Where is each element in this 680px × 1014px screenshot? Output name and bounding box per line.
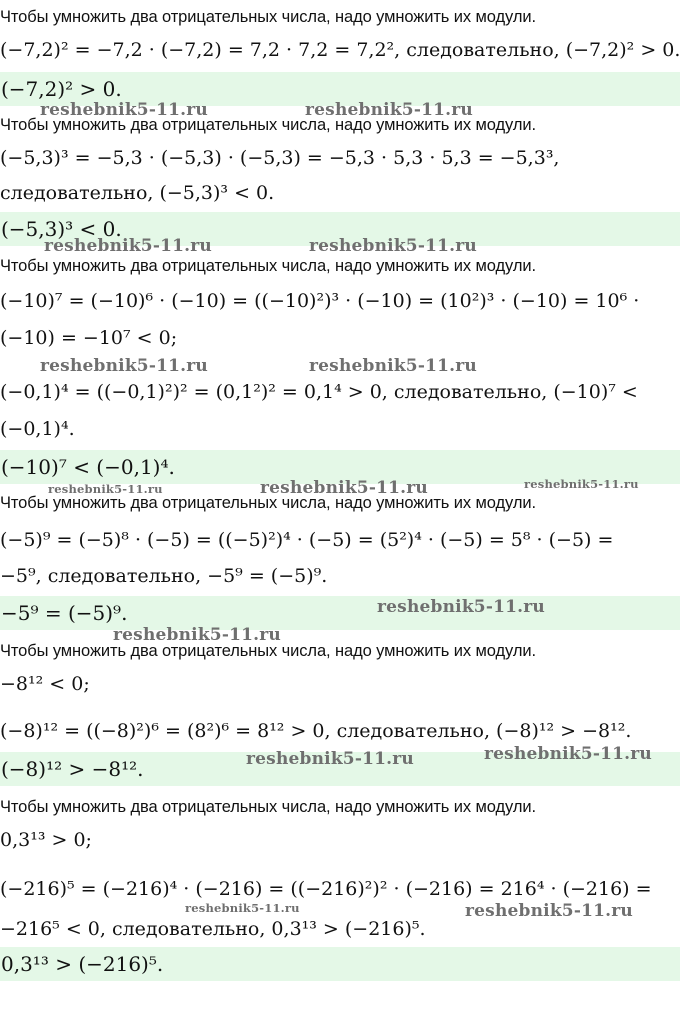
- math-line: (−5)⁹ = (−5)⁸ · (−5) = ((−5)²)⁴ · (−5) = (5²)⁴ · (−5) = 5⁸ · (−5) =: [0, 529, 614, 551]
- answer-text: (−7,2)² > 0.: [1, 77, 122, 101]
- math-line: −5⁹, следовательно, −5⁹ = (−5)⁹.: [0, 565, 328, 587]
- answer-text: (−10)⁷ < (−0,1)⁴.: [1, 455, 175, 479]
- explanation-text: Чтобы умножить два отрицательных числа, надо умножить их модули.: [0, 798, 536, 816]
- math-line: следовательно, (−5,3)³ < 0.: [0, 182, 275, 204]
- watermark: reshebnik5-11.ru: [484, 744, 652, 764]
- watermark: reshebnik5-11.ru: [309, 236, 477, 256]
- math-line: (−5,3)³ = −5,3 · (−5,3) · (−5,3) = −5,3 · 5,3 · 5,3 = −5,3³,: [0, 147, 560, 169]
- explanation-text: Чтобы умножить два отрицательных числа, надо умножить их модули.: [0, 257, 536, 275]
- explanation-text: Чтобы умножить два отрицательных числа, надо умножить их модули.: [0, 494, 536, 512]
- answer-text: 0,3¹³ > (−216)⁵.: [1, 952, 164, 976]
- explanation-text: Чтобы умножить два отрицательных числа, надо умножить их модули.: [0, 8, 536, 26]
- math-line: −216⁵ < 0, следовательно, 0,3¹³ > (−216)⁵.: [0, 918, 426, 940]
- math-line: 0,3¹³ > 0;: [0, 829, 92, 851]
- answer-text: −5⁹ = (−5)⁹.: [1, 601, 128, 625]
- watermark: reshebnik5-11.ru: [40, 356, 208, 376]
- watermark: reshebnik5-11.ru: [185, 901, 300, 915]
- math-line: (−8)¹² = ((−8)²)⁶ = (8²)⁶ = 8¹² > 0, следовательно, (−8)¹² > −8¹².: [0, 720, 632, 742]
- explanation-text: Чтобы умножить два отрицательных числа, надо умножить их модули.: [0, 116, 536, 134]
- watermark: reshebnik5-11.ru: [113, 625, 281, 645]
- math-line: (−7,2)² = −7,2 · (−7,2) = 7,2 · 7,2 = 7,2², следовательно, (−7,2)² > 0.: [0, 39, 680, 61]
- math-line: −8¹² < 0;: [0, 673, 90, 695]
- watermark: reshebnik5-11.ru: [305, 100, 473, 120]
- watermark: reshebnik5-11.ru: [44, 236, 212, 256]
- watermark: reshebnik5-11.ru: [377, 597, 545, 617]
- watermark: reshebnik5-11.ru: [524, 477, 639, 491]
- watermark: reshebnik5-11.ru: [48, 482, 163, 496]
- math-line: (−10)⁷ = (−10)⁶ · (−10) = ((−10)²)³ · (−10) = (10²)³ · (−10) = 10⁶ ·: [0, 290, 640, 312]
- answer-box: [0, 596, 680, 630]
- answer-text: (−5,3)³ < 0.: [1, 217, 122, 241]
- math-line: (−0,1)⁴ = ((−0,1)²)² = (0,1²)² = 0,1⁴ > 0, следовательно, (−10)⁷ <: [0, 381, 638, 403]
- answer-text: (−8)¹² > −8¹².: [1, 757, 144, 781]
- watermark: reshebnik5-11.ru: [246, 749, 414, 769]
- watermark: reshebnik5-11.ru: [40, 100, 208, 120]
- math-line: (−10) = −10⁷ < 0;: [0, 327, 178, 349]
- math-line: (−0,1)⁴.: [0, 418, 75, 440]
- watermark: reshebnik5-11.ru: [260, 478, 428, 498]
- answer-box: [0, 947, 680, 981]
- watermark: reshebnik5-11.ru: [465, 901, 633, 921]
- math-line: (−216)⁵ = (−216)⁴ · (−216) = ((−216)²)² · (−216) = 216⁴ · (−216) =: [0, 878, 652, 900]
- watermark: reshebnik5-11.ru: [309, 356, 477, 376]
- explanation-text: Чтобы умножить два отрицательных числа, надо умножить их модули.: [0, 642, 536, 660]
